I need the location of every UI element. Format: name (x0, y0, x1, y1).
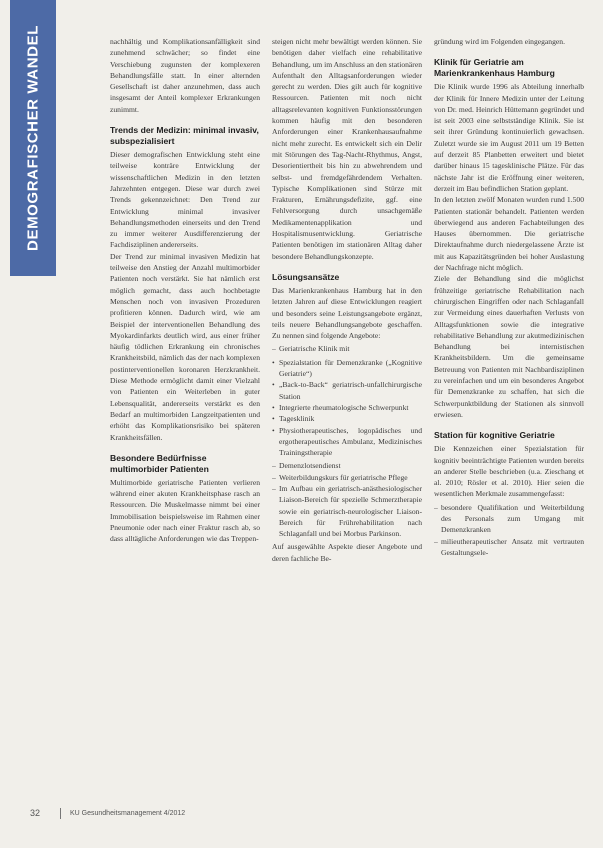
paragraph: Multimorbide geriatrische Patienten verlieren während einer akuten Krankheitsphase rasch an Ressourcen. Die Muskelmasse nimmt bei einer Immobilisation beispielsweise im Rahmen einer Pneumonie oder nach einer Fraktur rasch ab, so dass alltägliche Anforderungen wie das Treppen- (110, 477, 260, 544)
paragraph: Ziele der Behandlung sind die möglichst frühzeitige geriatrische Rehabilitation nach chirurgischen Eingriffen oder nach Schlaganfall zur Vermeidung eines dauerhaften Verlusts von Alltagsfunktionen sowie die integrative rehabilitative Behandlung zur akutmedizinischen Behandlung bei internistischen Krankheitsbildern. Um die gemeinsame Betreuung von Patienten mit Nachbardisziplinen zu vereinfachen und um ein besonderes Angebot für Demenzkranke zu schaffen, hat sich die Schwerpunktbildung der Stationen als sinnvoll erwiesen. (434, 274, 584, 419)
paragraph: Das Marienkrankenhaus Hamburg hat in den letzten Jahren auf diese Entwicklungen reagiert und besonders seine Leistungsangebote ergänzt, teils neuere Behandlungsangebote geschaffen. Zu nennen sind folgende Angebote: (272, 285, 422, 341)
list-item: • Integrierte rheumatologische Schwerpunkt (272, 402, 422, 413)
page-footer (30, 808, 590, 822)
list-item: • Physiotherapeutisches, logopädisches und ergotherapeutisches Ambulanz, Medizinisches Trainingstherapie (272, 425, 422, 459)
section-tab-label: DEMOGRAFISCHER WANDEL (24, 25, 42, 251)
dash-list (272, 460, 422, 539)
paragraph: Die Klinik wurde 1996 als Abteilung innerhalb der Klinik für Innere Medizin unter der Leitung von Dr. med. Heinrich Hüttemann gegründet und ist seit 2003 eine selbstständige Klinik. Sie ist seit ihrer Gründung kontinuierlich gewachsen. Zuletzt wurde sie im August 2011 um 19 Betten auf derzeit 85 Planbetten erweitert und bietet darüber hinaus 15 tagesklinische Plätze. Für das nächste Jahr ist die Eröffnung einer weiteren, derzeit im Bau befindlichen Station geplant. (434, 82, 584, 193)
text-column-2 (272, 36, 422, 800)
paragraph: nachhältig und Komplikationsanfälligkeit sind zunehmend schwächer; so findet eine Verschiebung zugunsten der komplexeren Behandlungsfälle statt. In einer alternden Gesellschaft ist daher anzunehmen, dass auch insgesamt der Anteil komplexer Erkrankungen zunimmt. (110, 37, 260, 114)
paragraph: Der Trend zur minimal invasiven Medizin hat teilweise den Anstieg der Anzahl multimorbider Patienten noch verstärkt. Sie hat nämlich erst möglich gemacht, dass auch hochbetagte Menschen noch von invasiven Prozeduren profitieren können. Dadurch wird, wie am Beispiel der interventionellen Behandlung des Myokardinfarkts deutlich wird, aus einer früher häufig tödlichen Erkrankung ein chronisches Krankheitsbild, nämlich das der nach komplexen postinterventionellen koronaren Herzkrankheit. Diese Methode ermöglicht damit einer Vielzahl von Patienten ein Weiterleben in guter Lebensqualität, andererseits verstärkt es den Bedarf an multimorbiden Langzeitpatienten und erhöht das Komplikationsrisiko bei späteren Krankheitsfällen. (110, 251, 260, 442)
list-item: – milieutherapeutischer Ansatz mit vertrauten Gestaltungsele- (434, 536, 584, 559)
section-heading: Besondere Bedürfnisse multimorbider Patienten (110, 452, 209, 474)
publication-name: KU Gesundheitsmanagement 4/2012 (70, 810, 186, 817)
paragraph: Auf ausgewählte Aspekte dieser Angebote und deren fachliche Be- (272, 542, 422, 563)
list-item: • Tagesklinik (272, 413, 422, 424)
paragraph: Dieser demografischen Entwicklung steht eine teilweise konträre Entwicklung der wissenschaftlichen Medizin in den letzten Jahrzehnten entgegen. Diese war durch zwei Trends gekennzeichnet: Den Trend zur Entwicklung minimal invasiver Behandlungsmethoden einerseits und den Trend zu immer weiterer Ausdifferenzierung der Fachdisziplinen andererseits. (110, 150, 260, 250)
dash-list (272, 343, 422, 354)
section-tab (10, 0, 56, 276)
paragraph: steigen nicht mehr bewältigt werden können. Sie benötigen daher vielfach eine rehabilitative Behandlung, um im Anschluss an den stationären Aufenthalt den Alltagsanforderungen wieder gerecht zu werden. Dies gilt auch für kognitive Ressourcen. Patienten mit noch nicht alltagsrelevanten kognitiven Funktionsstörungen kommen häufig mit den besonderen Anforderungen einer Krankenhausaufnahme nicht mehr zurecht. Es entwickelt sich ein Delir mit Störungen des Tag-Nacht-Rhythmus, Angst, Desorientiertheit bis hin zu abwehrendem und selbst- und fremdgefährdendem Verhalten. Typische Komplikationen sind Stürze mit Frakturen, Ernährungsdefizite, ggf. eine Fehlversorgung durch unsachgemäße Medikamentenapplikation und Hospitalismusentwicklung. Geriatrische Patienten benötigen im stationären Alltag daher besondere Behandlungskonzepte. (272, 37, 422, 261)
list-item: – besondere Qualifikation und Weiterbildung des Personals zum Umgang mit Demenzkranken (434, 502, 584, 536)
dash-list (434, 502, 584, 558)
text-column-3 (434, 36, 584, 800)
text-column-1 (110, 36, 260, 800)
paragraph: Die Kennzeichen einer Spezialstation für kognitiv beeinträchtigte Patienten wurden bereits an anderer Stelle beschrieben (u.a. Zieschang et al. 2010; Rösler et al. 2010). Hier seien die wesentlichen Merkmale zusammengefasst: (434, 444, 584, 499)
paragraph: gründung wird im Folgenden eingegangen. (434, 37, 565, 46)
list-item: – Weiterbildungskurs für geriatrische Pflege (272, 472, 422, 483)
section-heading: Trends der Medizin: minimal invasiv, subspezialisiert (110, 125, 259, 147)
list-item: – Demenzlotsendienst (272, 460, 422, 471)
section-heading: Station für kognitive Geriatrie (434, 430, 555, 441)
footer-divider (60, 808, 61, 819)
page-number: 32 (30, 808, 41, 818)
paragraph: In den letzten zwölf Monaten wurden rund 1.500 Patienten stationär behandelt. Patienten werden überwiegend aus anderen Fachabteilungen des Hauses übernommen. Die geriatrische Direktaufnahme durch niedergelassene Ärzte ist mit aus Kapazitätsgründen bei hoher Auslastung der Nachfrage nicht möglich. (434, 195, 584, 273)
list-item: • „Back-to-Back“ geriatrisch-unfallchirurgische Station (272, 379, 422, 402)
section-heading: Lösungsansätze (272, 271, 340, 282)
list-item: • Spezialstation für Demenzkranke („Kognitive Geriatrie“) (272, 357, 422, 380)
list-item: – Im Aufbau ein geriatrisch-anästhesiologischer Liaison-Bereich für spezielle Schmerztherapie sowie ein geriatrisch-neurologischer Liaison-Bereich für Frührehabilitation nach Schlaganfall und bei Morbus Parkinson. (272, 483, 422, 539)
list-item: – Geriatrische Klinik mit (272, 343, 422, 354)
section-heading: Klinik für Geriatrie am Marienkrankenhaus Hamburg (434, 57, 555, 79)
bullet-list (272, 357, 422, 459)
